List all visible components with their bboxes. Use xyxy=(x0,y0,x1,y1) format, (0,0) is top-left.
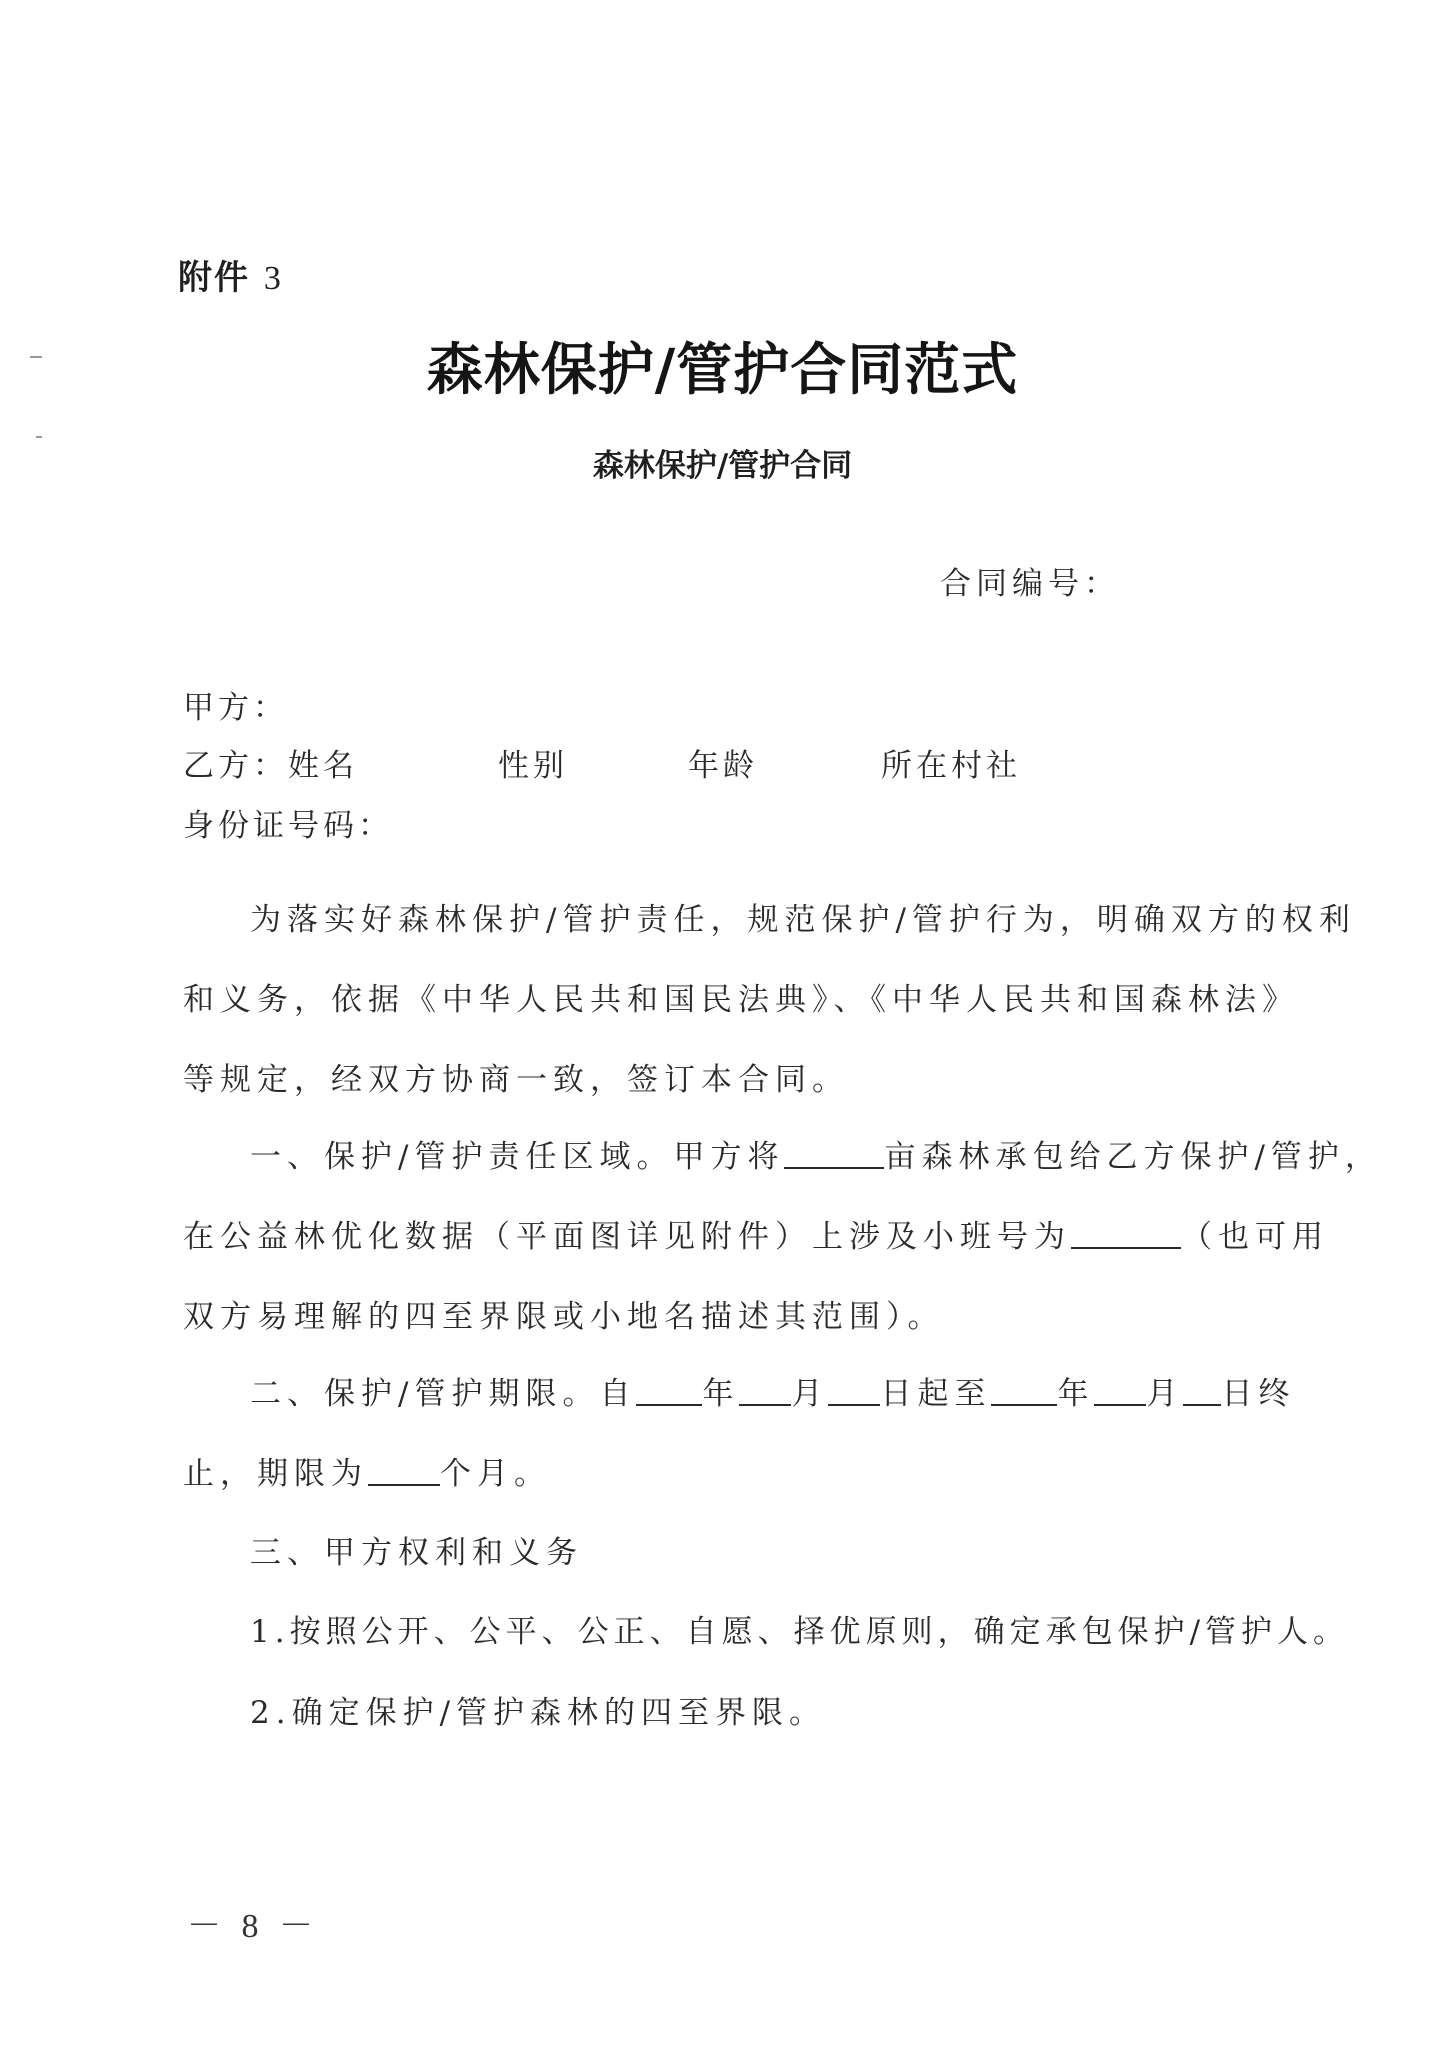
paragraph-line: 为落实好森林保护/管护责任，规范保护/管护行为，明确双方的权利 xyxy=(250,902,1356,938)
section-2-text: 月 xyxy=(791,1376,829,1412)
paragraph-line: 2.确定保护/管护森林的四至界限。 xyxy=(250,1695,827,1731)
end-year-blank xyxy=(991,1374,1057,1406)
attachment-number: 3 xyxy=(263,260,283,297)
party-b-gender-field: 性别 xyxy=(498,748,568,784)
start-month-blank xyxy=(739,1374,791,1406)
party-b-village-field: 所在村社 xyxy=(881,748,1021,784)
contract-subtitle: 森林保护/管护合同 xyxy=(592,448,853,484)
section-2-text: 日起至 xyxy=(880,1376,992,1412)
paragraph-line xyxy=(183,1137,1382,1217)
party-b-name-field: 乙方：姓名 xyxy=(183,748,358,784)
section-2-text: 年 xyxy=(1057,1376,1095,1412)
section-2-text: 二、保护/管护期限。自 xyxy=(250,1376,637,1412)
attachment-text: 附件 xyxy=(178,258,250,298)
section-3-heading xyxy=(183,1533,1275,1613)
paragraph-line: 双方易理解的四至界限或小地名描述其范围）。 xyxy=(183,1299,945,1335)
start-year-blank xyxy=(636,1374,702,1406)
paragraph-line: 1.按照公开、公平、公正、自愿、择优原则，确定承包保护/管护人。 xyxy=(250,1614,1350,1650)
party-b-age-field: 年龄 xyxy=(688,748,758,784)
start-day-blank xyxy=(828,1374,880,1406)
scan-mark xyxy=(36,436,42,438)
section-1-text: 在公益林优化数据（平面图详见附件）上涉及小班号为 xyxy=(183,1219,1071,1255)
plot-number-blank xyxy=(1071,1217,1181,1249)
attachment-label xyxy=(178,250,283,299)
end-day-blank xyxy=(1183,1374,1221,1406)
section-1-text: 一、保护/管护责任区域。甲方将 xyxy=(250,1139,785,1175)
section-2-text: 年 xyxy=(702,1376,740,1412)
document-title: 森林保护/管护合同范式 xyxy=(426,337,1019,403)
paragraph-line: 和义务，依据《中华人民共和国民法典》、《中华人民共和国森林法》 xyxy=(183,982,1299,1018)
section-2-text: 止，期限为 xyxy=(183,1456,368,1492)
section-2-paragraph xyxy=(183,1374,1296,1534)
paragraph-line xyxy=(183,1217,1329,1297)
id-number-line: 身份证号码： xyxy=(183,808,393,844)
paragraph-line xyxy=(183,1374,1296,1454)
party-b-line xyxy=(183,740,1083,784)
months-blank xyxy=(368,1454,440,1486)
section-1-paragraph xyxy=(183,1137,1382,1377)
preamble-paragraph xyxy=(183,900,1356,1140)
end-month-blank xyxy=(1094,1374,1146,1406)
contract-number-label: 合同编号： xyxy=(940,566,1120,602)
paragraph-line: 三、甲方权利和义务 xyxy=(250,1535,583,1571)
paragraph-line: 等规定，经双方协商一致，签订本合同。 xyxy=(183,1062,849,1098)
section-1-text: （也可用 xyxy=(1181,1219,1329,1255)
section-2-text: 个月。 xyxy=(440,1456,551,1492)
section-2-text: 月 xyxy=(1146,1376,1184,1412)
paragraph-line xyxy=(183,1454,1275,1534)
page-number: － 8 － xyxy=(187,1908,319,1945)
party-a-line: 甲方： xyxy=(183,690,288,726)
item-1 xyxy=(183,1612,1350,1692)
item-2 xyxy=(183,1693,1275,1773)
section-1-text: 亩森林承包给乙方保护/管护， xyxy=(884,1139,1382,1175)
section-2-text: 日终 xyxy=(1221,1376,1296,1412)
area-blank xyxy=(784,1137,884,1169)
